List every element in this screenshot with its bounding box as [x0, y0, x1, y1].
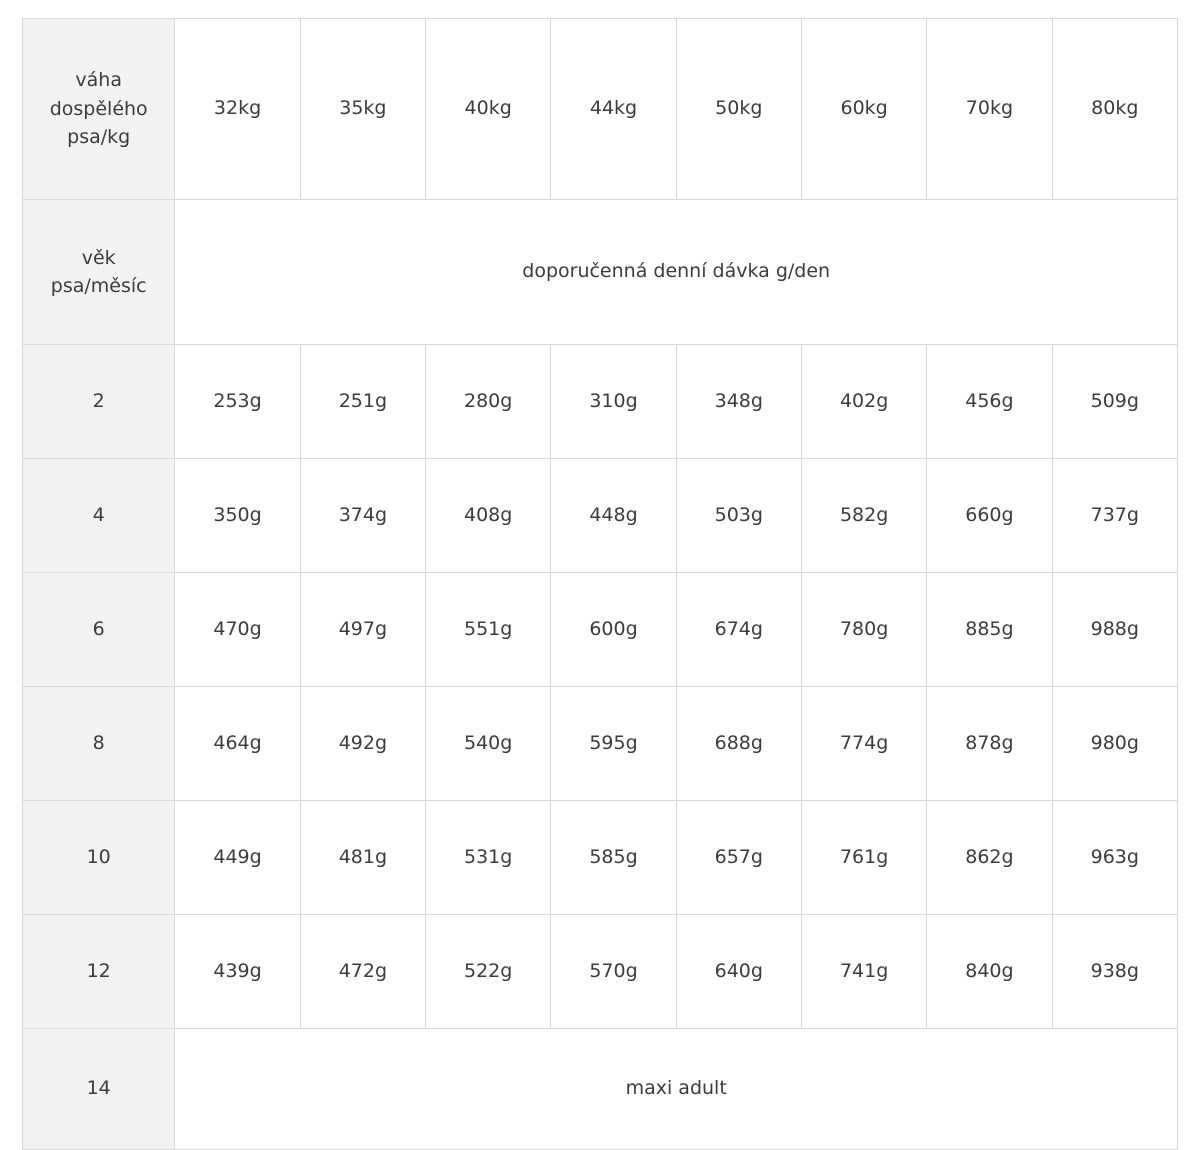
table-row-final — [23, 1029, 1178, 1150]
dose-cell: 640g — [676, 915, 801, 1029]
dose-cell: 470g — [175, 573, 300, 687]
age-header-line-2: psa/měsíc — [50, 275, 147, 297]
weight-header-label — [23, 19, 175, 200]
dose-cell: 531g — [426, 801, 551, 915]
dose-cell: 540g — [426, 687, 551, 801]
dose-cell: 780g — [801, 573, 926, 687]
table-row-weight-header — [23, 19, 1178, 200]
dose-cell: 497g — [300, 573, 425, 687]
dose-cell: 582g — [801, 459, 926, 573]
feeding-guide-table — [22, 18, 1178, 1150]
dose-cell: 374g — [300, 459, 425, 573]
weight-header-line-1: váha — [75, 69, 122, 92]
dose-cell: 456g — [927, 345, 1052, 459]
dose-cell: 522g — [426, 915, 551, 1029]
weight-value-cell: 50kg — [676, 19, 801, 200]
dose-cell: 761g — [801, 801, 926, 915]
age-cell: 12 — [23, 915, 175, 1029]
dose-cell: 774g — [801, 687, 926, 801]
age-cell: 10 — [23, 801, 175, 915]
age-header-label — [23, 200, 175, 345]
dose-cell: 660g — [927, 459, 1052, 573]
weight-header-line-2: dospělého — [49, 97, 148, 120]
dose-cell: 439g — [175, 915, 300, 1029]
age-cell: 8 — [23, 687, 175, 801]
dose-cell: 350g — [175, 459, 300, 573]
table-row — [23, 801, 1178, 915]
dose-cell: 551g — [426, 573, 551, 687]
dose-cell: 963g — [1052, 801, 1177, 915]
table-row — [23, 687, 1178, 801]
weight-value-cell: 80kg — [1052, 19, 1177, 200]
maxi-adult-note: maxi adult — [175, 1029, 1178, 1150]
age-header-line-1: věk — [81, 246, 116, 269]
weight-value-cell: 44kg — [551, 19, 676, 200]
dose-cell: 840g — [927, 915, 1052, 1029]
dose-cell: 862g — [927, 801, 1052, 915]
dose-cell: 688g — [676, 687, 801, 801]
dose-cell: 348g — [676, 345, 801, 459]
dose-cell: 503g — [676, 459, 801, 573]
dose-cell: 878g — [927, 687, 1052, 801]
dose-cell: 570g — [551, 915, 676, 1029]
weight-header-line-3: psa/kg — [67, 126, 131, 149]
weight-value-cell: 32kg — [175, 19, 300, 200]
dose-cell: 741g — [801, 915, 926, 1029]
dose-cell: 737g — [1052, 459, 1177, 573]
table-row — [23, 459, 1178, 573]
table-row-age-header — [23, 200, 1178, 345]
dose-cell: 481g — [300, 801, 425, 915]
dose-cell: 310g — [551, 345, 676, 459]
dose-cell: 585g — [551, 801, 676, 915]
age-cell: 4 — [23, 459, 175, 573]
table-row — [23, 345, 1178, 459]
weight-value-cell: 60kg — [801, 19, 926, 200]
dose-cell: 509g — [1052, 345, 1177, 459]
weight-value-cell: 70kg — [927, 19, 1052, 200]
weight-value-cell: 35kg — [300, 19, 425, 200]
dose-cell: 402g — [801, 345, 926, 459]
dose-cell: 938g — [1052, 915, 1177, 1029]
dose-cell: 253g — [175, 345, 300, 459]
dose-cell: 448g — [551, 459, 676, 573]
dose-cell: 980g — [1052, 687, 1177, 801]
dose-cell: 280g — [426, 345, 551, 459]
dose-cell: 595g — [551, 687, 676, 801]
dose-cell: 472g — [300, 915, 425, 1029]
age-cell: 6 — [23, 573, 175, 687]
dose-cell: 674g — [676, 573, 801, 687]
table-row — [23, 915, 1178, 1029]
dose-cell: 464g — [175, 687, 300, 801]
table-row — [23, 573, 1178, 687]
dose-cell: 988g — [1052, 573, 1177, 687]
dose-cell: 251g — [300, 345, 425, 459]
daily-dose-note: doporučenná denní dávka g/den — [175, 200, 1178, 345]
dose-cell: 492g — [300, 687, 425, 801]
weight-value-cell: 40kg — [426, 19, 551, 200]
dose-cell: 657g — [676, 801, 801, 915]
dose-cell: 600g — [551, 573, 676, 687]
age-cell: 14 — [23, 1029, 175, 1150]
dose-cell: 449g — [175, 801, 300, 915]
dose-cell: 885g — [927, 573, 1052, 687]
dose-cell: 408g — [426, 459, 551, 573]
age-cell: 2 — [23, 345, 175, 459]
